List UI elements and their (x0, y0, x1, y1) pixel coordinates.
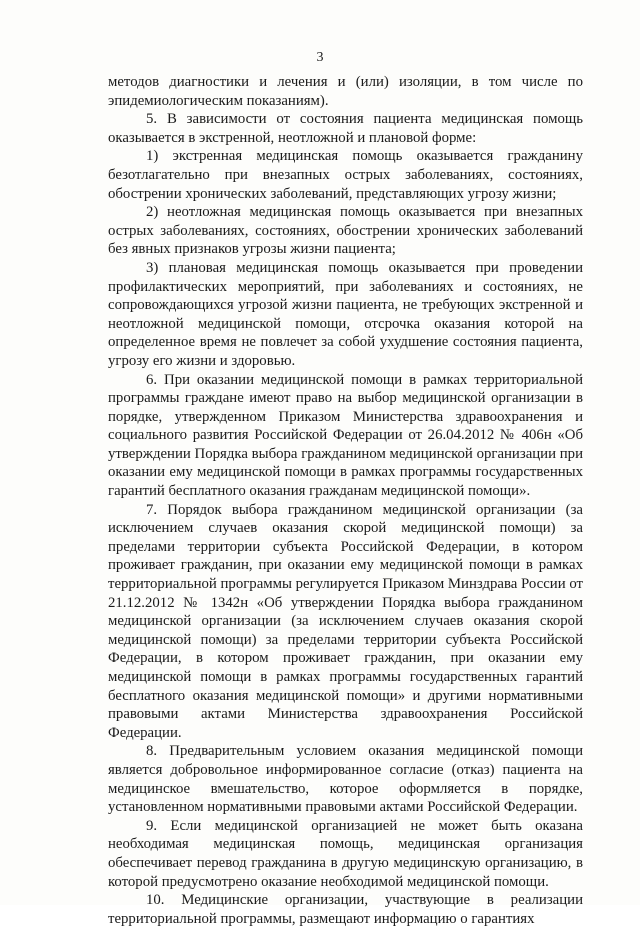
paragraph-10: 10. Медицинские организации, участвующие в реализации территориальной программы, размещают информацию о гарантиях (108, 892, 583, 927)
paragraph-5-item-3: 3) плановая медицинская помощь оказывается при проведении профилактических мероприятий, при заболеваниях и состояниях, не сопровождающихся угрозой жизни пациента, не требующих экстренной и неотложной медицинской помощи, отсрочка оказания которой на определенное время не повлечет за собой ухудшение состояния пациента, угрозу его жизни и здоровью. (108, 259, 583, 369)
document-body (108, 73, 583, 928)
paragraph-6: 6. При оказании медицинской помощи в рамках территориальной программы граждане имеют право на выбор медицинской организации в порядке, утвержденном Приказом Министерства здравоохранения и социального развития Российской Федерации от 26.04.2012 № 406н «Об утверждении Порядка выбора гражданином медицинской организации при оказании ему медицинской помощи в рамках программы государственных гарантий бесплатного оказания гражданам медицинской помощи». (108, 371, 583, 500)
paragraph-5-item-1: 1) экстренная медицинская помощь оказывается гражданину безотлагательно при внезапных острых заболеваниях, состояниях, обострении хронических заболеваний, представляющих угрозу жизни; (108, 148, 583, 202)
paragraph-7: 7. Порядок выбора гражданином медицинской организации (за исключением случаев оказания скорой медицинской помощи) за пределами территории субъекта Российской Федерации, в котором проживает гражданин, при оказании ему медицинской помощи в рамках территориальной программы регулируется Приказом Минздрава России от 21.12.2012 № 1342н «Об утверждении Порядка выбора гражданином медицинской организации (за исключением случаев оказания скорой медицинской помощи) за пределами территории субъекта Российской Федерации, в котором проживает гражданин, при оказании ему медицинской помощи в рамках программы государственных гарантий бесплатного оказания медицинской помощи» и другими нормативными правовыми актами Министерства здравоохранения Российской Федерации. (108, 501, 583, 741)
paragraph-continuation: методов диагностики и лечения и (или) изоляции, в том числе по эпидемиологическим показаниям). (108, 74, 583, 109)
paragraph-5: 5. В зависимости от состояния пациента медицинская помощь оказывается в экстренной, неотложной и плановой форме: (108, 111, 583, 146)
paragraph-9: 9. Если медицинской организацией не может быть оказана необходимая медицинская помощь, медицинская организация обеспечивает перевод гражданина в другую медицинскую организацию, в которой предусмотрено оказание необходимой медицинской помощи. (108, 817, 583, 890)
page-number: 3 (316, 50, 324, 65)
paragraph-8: 8. Предварительным условием оказания медицинской помощи является добровольное информированное согласие (отказ) пациента на медицинское вмешательство, которое оформляется в порядке, установленном нормативными правовыми актами Российской Федерации. (108, 743, 583, 816)
paragraph-5-item-2: 2) неотложная медицинская помощь оказывается при внезапных острых заболеваниях, состояниях, обострении хронических заболеваний без явных признаков угрозы жизни пациента; (108, 204, 583, 258)
